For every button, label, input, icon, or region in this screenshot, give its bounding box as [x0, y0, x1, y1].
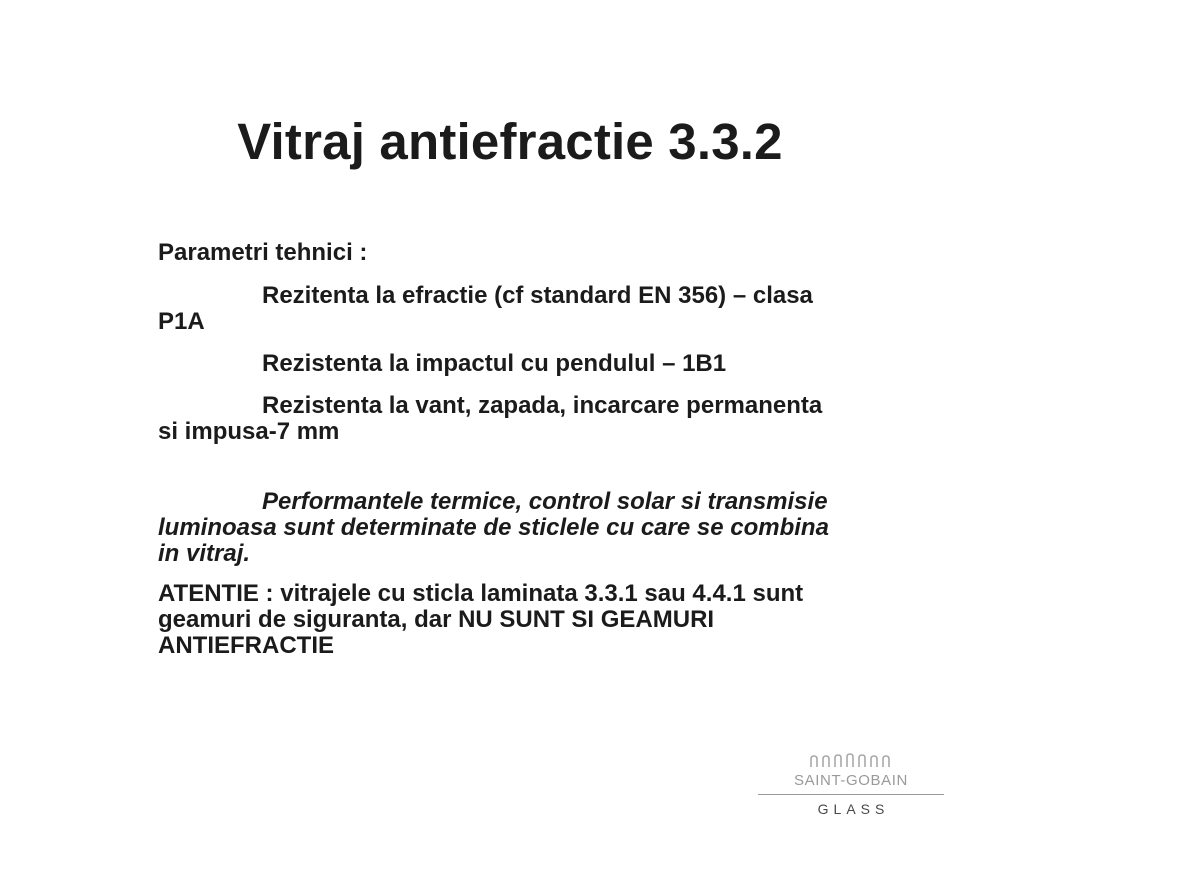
performance-note: Performantele termice, control solar si transmisie luminoasa sunt determinate de sticlele cu care se combina in vitraj. [158, 488, 829, 567]
saint-gobain-logo [758, 752, 944, 817]
parameter-item: Rezistenta la impactul cu pendulul – 1B1 [262, 350, 727, 377]
arcade-icon [805, 752, 897, 768]
logo-subtitle: GLASS [817, 801, 890, 817]
parameter-item: Rezitenta la efractie (cf standard EN 356) – clasa P1A [158, 282, 813, 335]
logo-divider [758, 794, 944, 795]
logo-brand: SAINT-GOBAIN [794, 772, 908, 789]
section-heading: Parametri tehnici : [158, 239, 368, 266]
warning-note: ATENTIE : vitrajele cu sticla laminata 3.3.1 sau 4.4.1 sunt geamuri de siguranta, dar NU SUNT SI GEAMURI ANTIEFRACTIE [158, 580, 804, 659]
document-body [158, 240, 838, 659]
page-title: Vitraj antiefractie 3.3.2 [237, 113, 783, 170]
parameter-item: Rezistenta la vant, zapada, incarcare permanenta si impusa-7 mm [158, 392, 823, 445]
